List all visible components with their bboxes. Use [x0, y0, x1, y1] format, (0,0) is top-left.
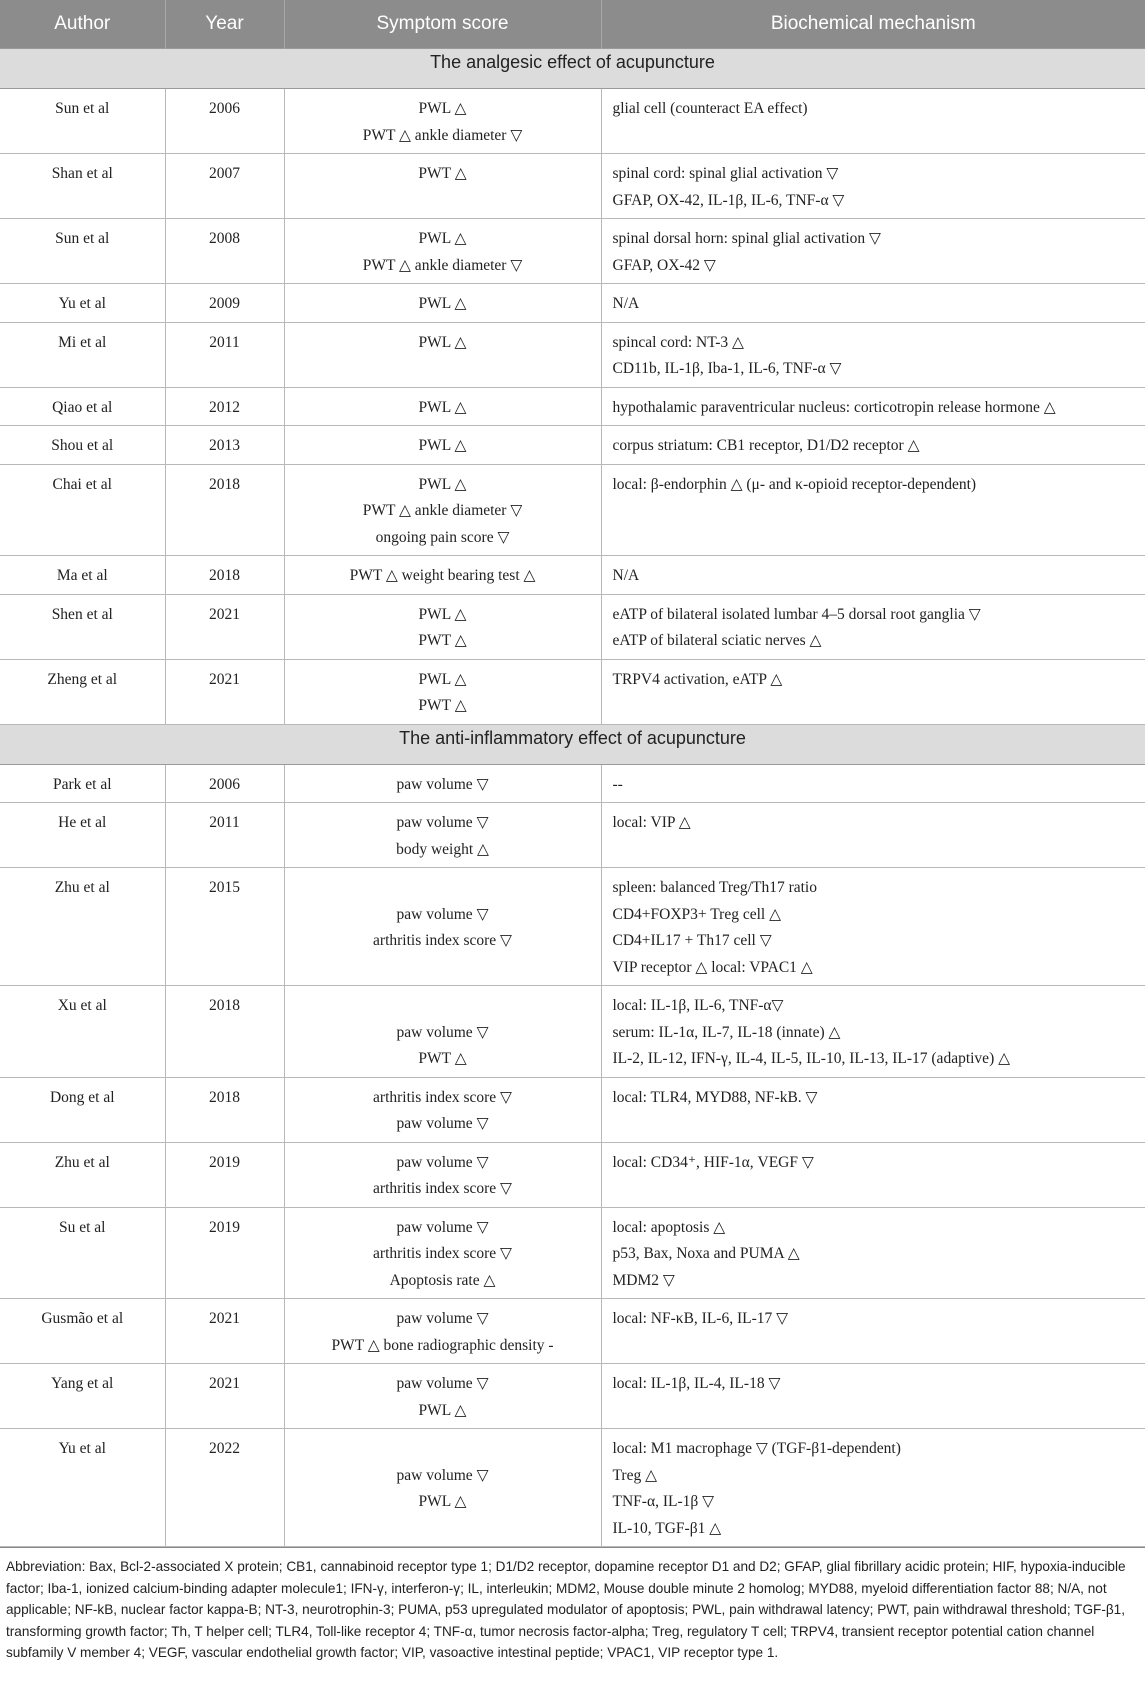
mechanism-line: local: TLR4, MYD88, NF-kB. ▽ [612, 1088, 818, 1106]
table-row [0, 219, 1145, 284]
table-row [0, 1207, 1145, 1299]
author-cell: Shou et al [0, 426, 165, 465]
header-symptom-score: Symptom score [284, 0, 601, 49]
symptom-line: body weight △ [396, 840, 489, 858]
mechanism-cell [601, 1364, 1145, 1429]
symptom-score-cell [284, 1207, 601, 1299]
symptom-line [285, 993, 601, 1020]
footnote: Abbreviation: Bax, Bcl-2-associated X protein; CB1, cannabinoid receptor type 1; D1/D2 receptor, dopamine receptor D1 and D2; GFAP, glial fibrillary acidic protein; HIF, hypoxia-inducible factor; Iba-1, ionized calcium-binding adapter molecule1; IFN-γ, interferon-γ; IL, interleukin; MDM2, Mouse double minute 2 homolog; MYD88, myeloid differentiation factor 88; N/A, not applicable; NF-kB, nuclear factor kappa-B; NT-3, neurotrophin-3; PUMA, p53 upregulated modulator of apoptosis; PWL, pain withdrawal latency; PWT, pain withdrawal threshold; TGF-β1, transforming growth factor; Th, T helper cell; TLR4, Toll-like receptor 4; TNF-α, tumor necrosis factor-alpha; Treg, regulatory T cell; TRPV4, transient receptor potential cation channel subfamily V member 4; VEGF, vascular endothelial growth factor; VIP, vasoactive intestinal peptide; VPAC1, VIP receptor type 1. [0, 1547, 1145, 1664]
symptom-score-cell [284, 1299, 601, 1364]
symptom-score-cell [284, 464, 601, 556]
symptom-line: PWT △ ankle diameter ▽ [362, 126, 523, 144]
author-cell: Zheng et al [0, 659, 165, 724]
symptom-line: paw volume ▽ [396, 905, 489, 923]
symptom-score-cell [284, 803, 601, 868]
symptom-line: PWL △ [418, 230, 467, 247]
symptom-score-cell [284, 986, 601, 1078]
symptom-line: paw volume ▽ [396, 775, 489, 793]
mechanism-line: hypothalamic paraventricular nucleus: corticotropin release hormone △ [612, 398, 1056, 416]
mechanism-line: eATP of bilateral sciatic nerves △ [612, 632, 822, 649]
author-cell: Su et al [0, 1207, 165, 1299]
mechanism-line: local: CD34⁺, HIF-1α, VEGF ▽ [612, 1153, 814, 1171]
symptom-score-cell [284, 219, 601, 284]
mechanism-line: corpus striatum: CB1 receptor, D1/D2 receptor △ [612, 437, 920, 454]
symptom-line: paw volume ▽ [396, 1115, 489, 1132]
mechanism-line: CD4+IL17 + Th17 cell ▽ [612, 932, 772, 949]
mechanism-line: glial cell (counteract EA effect) [612, 100, 808, 117]
mechanism-line: VIP receptor △ local: VPAC1 △ [612, 958, 813, 976]
symptom-line: PWT △ ankle diameter ▽ [362, 256, 523, 274]
table-row [0, 387, 1145, 426]
mechanism-cell [601, 89, 1145, 154]
year-cell: 2021 [165, 1299, 284, 1364]
symptom-line: PWT △ weight bearing test △ [349, 567, 536, 584]
table-row [0, 986, 1145, 1078]
table-row [0, 1429, 1145, 1547]
symptom-line: arthritis index score ▽ [373, 1180, 512, 1197]
mechanism-line: GFAP, OX-42 ▽ [612, 256, 716, 274]
table-row [0, 426, 1145, 465]
author-cell: Yu et al [0, 284, 165, 323]
mechanism-cell [601, 764, 1145, 803]
year-cell: 2022 [165, 1429, 284, 1547]
mechanism-line: TRPV4 activation, eATP △ [612, 670, 783, 688]
mechanism-line: local: β-endorphin △ (μ- and κ-opioid receptor-dependent) [612, 475, 977, 493]
year-cell: 2011 [165, 803, 284, 868]
symptom-line: arthritis index score ▽ [373, 1245, 512, 1262]
year-cell: 2018 [165, 464, 284, 556]
mechanism-line: serum: IL-1α, IL-7, IL-18 (innate) △ [612, 1023, 841, 1041]
year-cell: 2009 [165, 284, 284, 323]
mechanism-line: IL-2, IL-12, IFN-γ, IL-4, IL-5, IL-10, IL-13, IL-17 (adaptive) △ [612, 1050, 1011, 1067]
symptom-line: PWT △ [418, 1050, 467, 1067]
mechanism-cell [601, 1142, 1145, 1207]
symptom-line: PWL △ [418, 100, 467, 117]
symptom-line: PWT △ [418, 165, 467, 182]
author-cell: Sun et al [0, 89, 165, 154]
mechanism-line: p53, Bax, Noxa and PUMA △ [612, 1245, 800, 1262]
section-title: The analgesic effect of acupuncture [0, 49, 1145, 89]
mechanism-cell [601, 1299, 1145, 1364]
symptom-line: PWL △ [418, 475, 467, 493]
author-cell: Zhu et al [0, 1142, 165, 1207]
year-cell: 2019 [165, 1207, 284, 1299]
symptom-score-cell [284, 1364, 601, 1429]
symptom-line: Apoptosis rate △ [389, 1271, 496, 1289]
symptom-line: PWL △ [418, 670, 467, 688]
symptom-line: paw volume ▽ [396, 1218, 489, 1236]
symptom-line: PWL △ [418, 295, 467, 312]
mechanism-cell [601, 387, 1145, 426]
symptom-line: arthritis index score ▽ [373, 932, 512, 949]
symptom-line: paw volume ▽ [396, 1153, 489, 1171]
table-row [0, 594, 1145, 659]
symptom-line: PWT △ bone radiographic density - [331, 1336, 554, 1354]
symptom-score-cell [284, 426, 601, 465]
symptom-line: PWT △ [418, 632, 467, 649]
author-cell: Shan et al [0, 154, 165, 219]
section-header-row [0, 724, 1145, 764]
mechanism-cell [601, 1207, 1145, 1299]
symptom-line: paw volume ▽ [396, 814, 489, 831]
year-cell: 2021 [165, 1364, 284, 1429]
mechanism-cell [601, 594, 1145, 659]
table-row [0, 154, 1145, 219]
mechanism-line: local: IL-1β, IL-4, IL-18 ▽ [612, 1375, 781, 1392]
mechanism-cell [601, 1429, 1145, 1547]
mechanism-line: spincal cord: NT-3 △ [612, 333, 744, 351]
mechanism-line: GFAP, OX-42, IL-1β, IL-6, TNF-α ▽ [612, 191, 845, 209]
mechanism-line: spinal dorsal horn: spinal glial activation ▽ [612, 230, 881, 247]
author-cell: Zhu et al [0, 868, 165, 986]
author-cell: Park et al [0, 764, 165, 803]
symptom-line: PWL △ [418, 437, 467, 454]
year-cell: 2013 [165, 426, 284, 465]
table-row [0, 764, 1145, 803]
mechanism-line: N/A [612, 567, 640, 584]
mechanism-cell [601, 1077, 1145, 1142]
mechanism-cell [601, 154, 1145, 219]
symptom-line: PWT △ [418, 697, 467, 714]
symptom-score-cell [284, 1429, 601, 1547]
mechanism-line: TNF-α, IL-1β ▽ [612, 1493, 715, 1510]
author-cell: He et al [0, 803, 165, 868]
table-row [0, 659, 1145, 724]
symptom-score-cell [284, 387, 601, 426]
mechanism-cell [601, 803, 1145, 868]
table-row [0, 1077, 1145, 1142]
mechanism-cell [601, 986, 1145, 1078]
mechanism-line: -- [612, 775, 623, 793]
mechanism-line: local: M1 macrophage ▽ (TGF-β1-dependent) [612, 1440, 901, 1457]
symptom-line: PWL △ [418, 605, 467, 623]
year-cell: 2018 [165, 1077, 284, 1142]
year-cell: 2019 [165, 1142, 284, 1207]
symptom-score-cell [284, 322, 601, 387]
year-cell: 2011 [165, 322, 284, 387]
mechanism-line: MDM2 ▽ [612, 1271, 675, 1289]
table-row [0, 89, 1145, 154]
symptom-line: PWL △ [418, 333, 467, 351]
year-cell: 2021 [165, 659, 284, 724]
year-cell: 2006 [165, 764, 284, 803]
author-cell: Ma et al [0, 556, 165, 595]
symptom-score-cell [284, 89, 601, 154]
symptom-score-cell [284, 1077, 601, 1142]
table-row [0, 284, 1145, 323]
year-cell: 2018 [165, 556, 284, 595]
mechanism-cell [601, 464, 1145, 556]
symptom-score-cell [284, 284, 601, 323]
symptom-line: ongoing pain score ▽ [375, 528, 510, 546]
mechanism-line: N/A [612, 295, 640, 312]
table-row [0, 1299, 1145, 1364]
symptom-line: paw volume ▽ [396, 1375, 489, 1392]
author-cell: Mi et al [0, 322, 165, 387]
author-cell: Sun et al [0, 219, 165, 284]
year-cell: 2015 [165, 868, 284, 986]
section-header-row [0, 49, 1145, 89]
header-year: Year [165, 0, 284, 49]
symptom-line: PWL △ [418, 398, 467, 416]
symptom-score-cell [284, 764, 601, 803]
mechanism-line: CD11b, IL-1β, Iba-1, IL-6, TNF-α ▽ [612, 360, 842, 377]
mechanism-cell [601, 868, 1145, 986]
mechanism-line: spleen: balanced Treg/Th17 ratio [612, 879, 817, 896]
mechanism-line: local: VIP △ [612, 814, 691, 831]
year-cell: 2006 [165, 89, 284, 154]
table-row [0, 1364, 1145, 1429]
table-row [0, 803, 1145, 868]
mechanism-cell [601, 556, 1145, 595]
header-biochemical-mechanism: Biochemical mechanism [601, 0, 1145, 49]
symptom-score-cell [284, 659, 601, 724]
mechanism-line: spinal cord: spinal glial activation ▽ [612, 165, 839, 182]
symptom-score-cell [284, 556, 601, 595]
table-body [0, 49, 1145, 1547]
author-cell: Qiao et al [0, 387, 165, 426]
year-cell: 2012 [165, 387, 284, 426]
year-cell: 2007 [165, 154, 284, 219]
header-author: Author [0, 0, 165, 49]
author-cell: Yu et al [0, 1429, 165, 1547]
table-header [0, 0, 1145, 49]
symptom-score-cell [284, 868, 601, 986]
mechanism-line: local: NF-κB, IL-6, IL-17 ▽ [612, 1310, 789, 1327]
mechanism-line: CD4+FOXP3+ Treg cell △ [612, 905, 781, 923]
table-row [0, 322, 1145, 387]
symptom-score-cell [284, 1142, 601, 1207]
mechanism-cell [601, 426, 1145, 465]
mechanism-cell [601, 219, 1145, 284]
table-row [0, 556, 1145, 595]
author-cell: Dong et al [0, 1077, 165, 1142]
symptom-line: paw volume ▽ [396, 1466, 489, 1484]
symptom-score-cell [284, 154, 601, 219]
mechanism-line: local: apoptosis △ [612, 1218, 726, 1236]
mechanism-line: eATP of bilateral isolated lumbar 4–5 dorsal root ganglia ▽ [612, 605, 981, 623]
symptom-line: PWL △ [418, 1401, 467, 1419]
symptom-line: PWT △ ankle diameter ▽ [362, 502, 523, 519]
author-cell: Gusmão et al [0, 1299, 165, 1364]
symptom-line: paw volume ▽ [396, 1310, 489, 1327]
mechanism-line: Treg △ [612, 1466, 658, 1484]
author-cell: Xu et al [0, 986, 165, 1078]
symptom-line [285, 875, 601, 902]
symptom-line: PWL △ [418, 1493, 467, 1510]
year-cell: 2018 [165, 986, 284, 1078]
symptom-line: arthritis index score ▽ [373, 1088, 512, 1106]
symptom-line [285, 1436, 601, 1463]
author-cell: Shen et al [0, 594, 165, 659]
symptom-score-cell [284, 594, 601, 659]
table-row [0, 868, 1145, 986]
table-row [0, 1142, 1145, 1207]
mechanism-cell [601, 284, 1145, 323]
table-row [0, 464, 1145, 556]
mechanism-cell [601, 659, 1145, 724]
symptom-line: paw volume ▽ [396, 1023, 489, 1041]
author-cell: Chai et al [0, 464, 165, 556]
section-title: The anti-inflammatory effect of acupuncture [0, 724, 1145, 764]
mechanism-line: IL-10, TGF-β1 △ [612, 1519, 722, 1537]
mechanism-cell [601, 322, 1145, 387]
year-cell: 2008 [165, 219, 284, 284]
year-cell: 2021 [165, 594, 284, 659]
author-cell: Yang et al [0, 1364, 165, 1429]
mechanism-line: local: IL-1β, IL-6, TNF-α▽ [612, 997, 784, 1014]
